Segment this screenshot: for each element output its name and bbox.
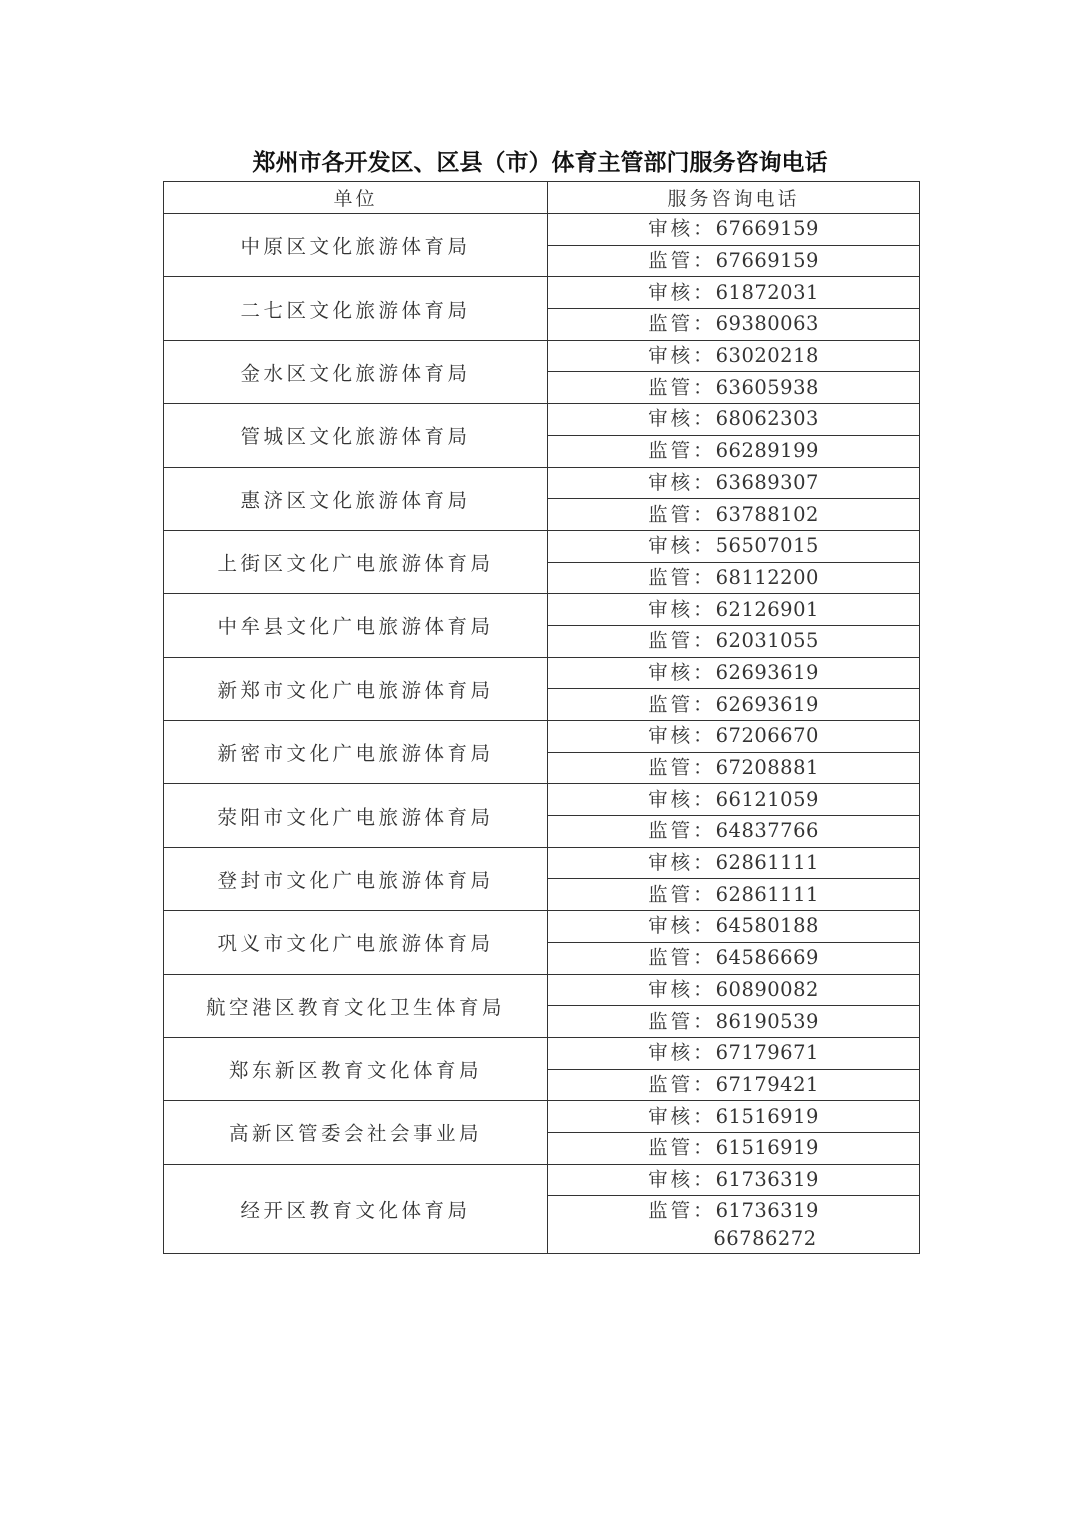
supervise-label: 监管： (648, 1072, 716, 1096)
review-phone-cell (548, 721, 920, 753)
supervise-phone-number: 67179421 (715, 1072, 819, 1096)
table-row (164, 911, 920, 943)
review-label: 审核： (648, 217, 716, 241)
supervise-extra-phone-number: 66786272 (713, 1226, 817, 1250)
unit-name-cell: 登封市文化广电旅游体育局 (164, 847, 548, 910)
review-phone-cell (548, 467, 920, 499)
review-label: 审核： (648, 660, 716, 684)
supervise-label: 监管： (648, 946, 716, 970)
table-row (164, 277, 920, 309)
supervise-phone-number: 68112200 (715, 565, 819, 589)
supervise-phone-number: 61516919 (715, 1136, 819, 1160)
review-phone-cell (548, 340, 920, 372)
supervise-label: 监管： (648, 882, 716, 906)
review-label: 审核： (648, 914, 716, 938)
table-row (164, 784, 920, 816)
review-phone-number: 66121059 (715, 787, 819, 811)
review-phone-cell (548, 277, 920, 309)
unit-name-cell: 新密市文化广电旅游体育局 (164, 721, 548, 784)
supervise-phone-number: 67669159 (715, 249, 819, 273)
review-phone-cell (548, 657, 920, 689)
review-label: 审核： (648, 534, 716, 558)
review-label: 审核： (648, 724, 716, 748)
supervise-label: 监管： (648, 375, 716, 399)
supervise-label: 监管： (648, 692, 716, 716)
review-label: 审核： (648, 597, 716, 621)
supervise-phone-cell (548, 879, 920, 911)
unit-name-cell: 巩义市文化广电旅游体育局 (164, 911, 548, 974)
supervise-phone-cell (548, 309, 920, 341)
review-phone-cell (548, 847, 920, 879)
review-phone-cell (548, 974, 920, 1006)
supervise-label: 监管： (648, 629, 716, 653)
unit-name-cell: 荥阳市文化广电旅游体育局 (164, 784, 548, 847)
review-label: 审核： (648, 1041, 716, 1065)
supervise-phone-number: 63788102 (715, 502, 819, 526)
supervise-phone-number: 66289199 (715, 439, 819, 463)
unit-name-cell: 上街区文化广电旅游体育局 (164, 530, 548, 593)
review-label: 审核： (648, 787, 716, 811)
document-title: 郑州市各开发区、区县（市）体育主管部门服务咨询电话 (252, 149, 828, 176)
review-phone-cell (548, 214, 920, 246)
unit-name-cell: 新郑市文化广电旅游体育局 (164, 657, 548, 720)
table-row (164, 974, 920, 1006)
supervise-phone-cell (548, 435, 920, 467)
table-row (164, 847, 920, 879)
review-label: 审核： (648, 344, 716, 368)
review-phone-number: 61872031 (715, 280, 819, 304)
unit-name-cell: 中原区文化旅游体育局 (164, 214, 548, 277)
review-phone-number: 56507015 (715, 534, 819, 558)
supervise-phone-number: 64586669 (715, 946, 819, 970)
review-label: 审核： (648, 407, 716, 431)
table-row (164, 340, 920, 372)
supervise-label: 监管： (648, 249, 716, 273)
supervise-phone-cell (548, 1006, 920, 1038)
table-row (164, 214, 920, 246)
supervise-phone-cell (548, 1069, 920, 1101)
supervise-phone-number: 64837766 (715, 819, 819, 843)
table-row (164, 1101, 920, 1133)
table-row (164, 1164, 920, 1196)
review-phone-number: 67206670 (715, 724, 819, 748)
unit-name-cell: 郑东新区教育文化体育局 (164, 1037, 548, 1100)
review-label: 审核： (648, 1104, 716, 1128)
unit-name-cell: 惠济区文化旅游体育局 (164, 467, 548, 530)
review-phone-number: 62861111 (715, 851, 819, 875)
review-phone-cell (548, 1037, 920, 1069)
supervise-label: 监管： (648, 502, 716, 526)
supervise-label: 监管： (648, 756, 716, 780)
unit-name-cell: 管城区文化旅游体育局 (164, 404, 548, 467)
supervise-phone-number: 63605938 (715, 375, 819, 399)
unit-name-cell: 中牟县文化广电旅游体育局 (164, 594, 548, 657)
review-phone-number: 60890082 (715, 977, 819, 1001)
review-phone-cell (548, 594, 920, 626)
supervise-label: 监管： (648, 1009, 716, 1033)
supervise-phone-number: 62861111 (715, 882, 819, 906)
table-row (164, 657, 920, 689)
review-phone-cell (548, 784, 920, 816)
supervise-label: 监管： (648, 1198, 716, 1222)
contact-table (163, 181, 920, 1254)
supervise-label: 监管： (648, 1136, 716, 1160)
table-row (164, 467, 920, 499)
review-phone-number: 63689307 (715, 470, 819, 494)
review-phone-number: 62126901 (715, 597, 819, 621)
unit-name-cell: 金水区文化旅游体育局 (164, 340, 548, 403)
table-row (164, 404, 920, 436)
unit-column-header: 单位 (164, 182, 548, 214)
supervise-phone-cell (548, 752, 920, 784)
supervise-phone-number: 69380063 (715, 312, 819, 336)
table-row (164, 1037, 920, 1069)
review-phone-number: 63020218 (715, 344, 819, 368)
supervise-phone-cell (548, 1132, 920, 1164)
supervise-label: 监管： (648, 439, 716, 463)
unit-name-cell: 二七区文化旅游体育局 (164, 277, 548, 340)
review-phone-number: 68062303 (715, 407, 819, 431)
table-row (164, 721, 920, 753)
review-label: 审核： (648, 1167, 716, 1191)
supervise-label: 监管： (648, 565, 716, 589)
supervise-label: 监管： (648, 312, 716, 336)
supervise-phone-number: 86190539 (715, 1009, 819, 1033)
table-row (164, 594, 920, 626)
supervise-phone-number: 62031055 (715, 629, 819, 653)
supervise-phone-number: 62693619 (715, 692, 819, 716)
review-label: 审核： (648, 470, 716, 494)
table-header-row (164, 182, 920, 214)
review-phone-number: 61516919 (715, 1104, 819, 1128)
review-phone-number: 64580188 (715, 914, 819, 938)
review-label: 审核： (648, 977, 716, 1001)
unit-name-cell: 高新区管委会社会事业局 (164, 1101, 548, 1164)
review-phone-cell (548, 404, 920, 436)
review-phone-cell (548, 1101, 920, 1133)
review-phone-cell (548, 530, 920, 562)
supervise-phone-cell (548, 625, 920, 657)
review-phone-number: 67179671 (715, 1041, 819, 1065)
review-phone-number: 62693619 (715, 660, 819, 684)
phone-column-header: 服务咨询电话 (548, 182, 920, 214)
supervise-phone-number: 67208881 (715, 756, 819, 780)
supervise-phone-cell (548, 372, 920, 404)
supervise-phone-cell (548, 245, 920, 277)
review-phone-cell (548, 1164, 920, 1196)
review-label: 审核： (648, 280, 716, 304)
supervise-phone-cell (548, 1196, 920, 1254)
supervise-phone-cell (548, 942, 920, 974)
supervise-label: 监管： (648, 819, 716, 843)
unit-name-cell: 航空港区教育文化卫生体育局 (164, 974, 548, 1037)
review-label: 审核： (648, 851, 716, 875)
supervise-phone-cell (548, 499, 920, 531)
supervise-phone-cell (548, 689, 920, 721)
supervise-phone-cell (548, 816, 920, 848)
table-row (164, 530, 920, 562)
review-phone-number: 67669159 (715, 217, 819, 241)
unit-name-cell: 经开区教育文化体育局 (164, 1164, 548, 1254)
review-phone-cell (548, 911, 920, 943)
supervise-phone-number: 61736319 (715, 1198, 819, 1222)
table-body (164, 214, 920, 1254)
review-phone-number: 61736319 (715, 1167, 819, 1191)
supervise-phone-cell (548, 562, 920, 594)
